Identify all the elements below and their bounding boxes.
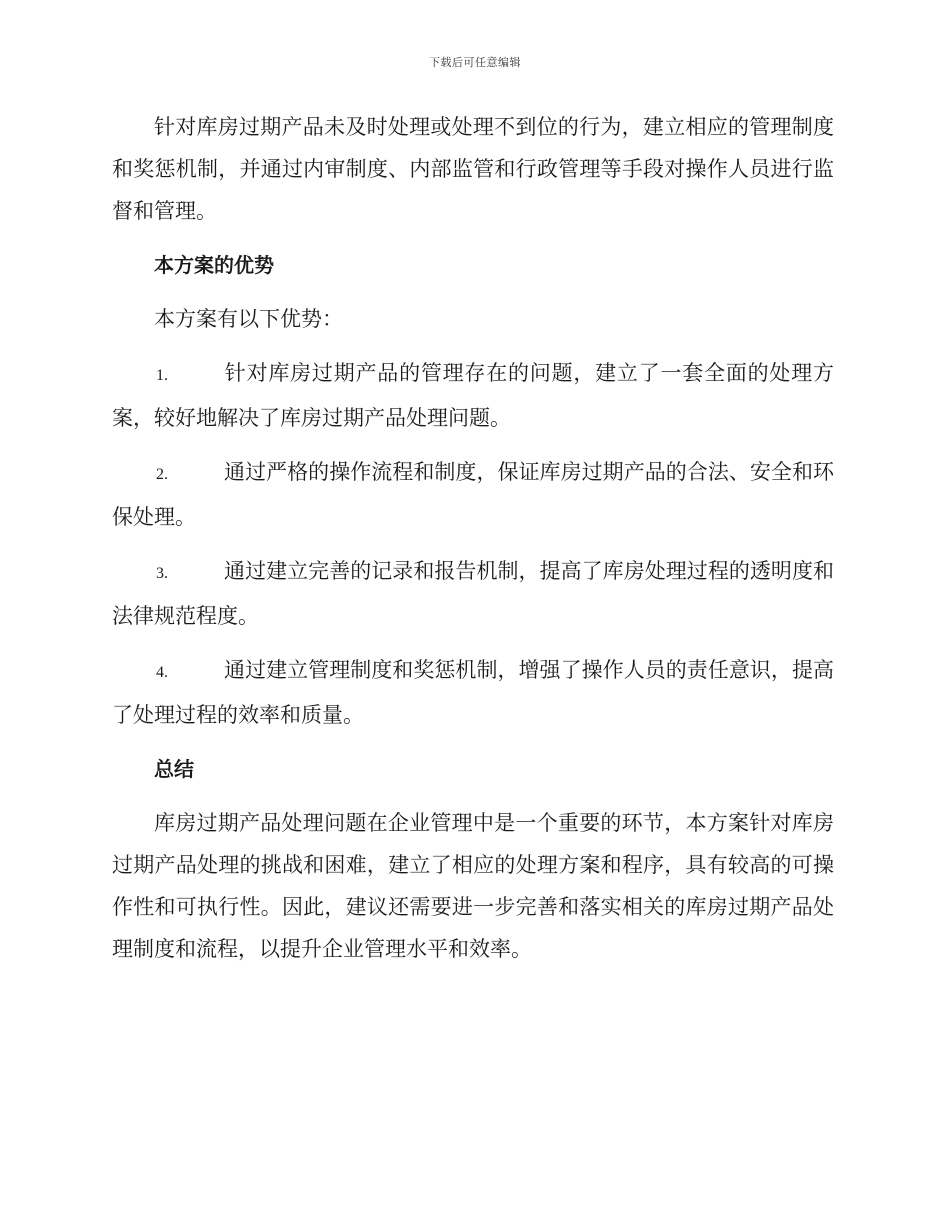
advantages-heading: 本方案的优势 xyxy=(154,253,274,277)
list-item-text: 通过严格的操作流程和制度，保证库房过期产品的合法、安全和环保处理。 xyxy=(112,460,834,529)
advantage-item-3 xyxy=(112,550,834,637)
advantages-lead: 本方案有以下优势： xyxy=(154,307,343,331)
page-header-note: 下载后可任意编辑 xyxy=(429,56,521,69)
intro-paragraph: 针对库房过期产品未及时处理或处理不到位的行为，建立相应的管理制度和奖惩机制，并通过内审制度、内部监管和行政管理等手段对操作人员进行监督和管理。 xyxy=(112,115,834,223)
summary-paragraph: 库房过期产品处理问题在企业管理中是一个重要的环节，本方案针对库房过期产品处理的挑战和困难，建立了相应的处理方案和程序，具有较高的可操作性和可执行性。因此，建议还需要进一步完善和落实相关的库房过期产品处理制度和流程，以提升企业管理水平和效率。 xyxy=(112,811,834,961)
document-body xyxy=(112,106,834,982)
list-item-text: 通过建立管理制度和奖惩机制，增强了操作人员的责任意识，提高了处理过程的效率和质量。 xyxy=(112,658,834,727)
list-number: 3. xyxy=(156,565,168,582)
advantage-item-2 xyxy=(112,451,834,538)
advantage-item-1 xyxy=(112,352,834,439)
list-item-text: 通过建立完善的记录和报告机制，提高了库房处理过程的透明度和法律规范程度。 xyxy=(112,559,834,628)
list-item-text: 针对库房过期产品的管理存在的问题，建立了一套全面的处理方案，较好地解决了库房过期产品处理问题。 xyxy=(112,361,834,430)
list-number: 4. xyxy=(156,664,168,681)
summary-heading: 总结 xyxy=(154,757,194,781)
list-number: 2. xyxy=(156,466,168,483)
advantage-item-4 xyxy=(112,649,834,736)
list-number: 1. xyxy=(156,367,168,384)
